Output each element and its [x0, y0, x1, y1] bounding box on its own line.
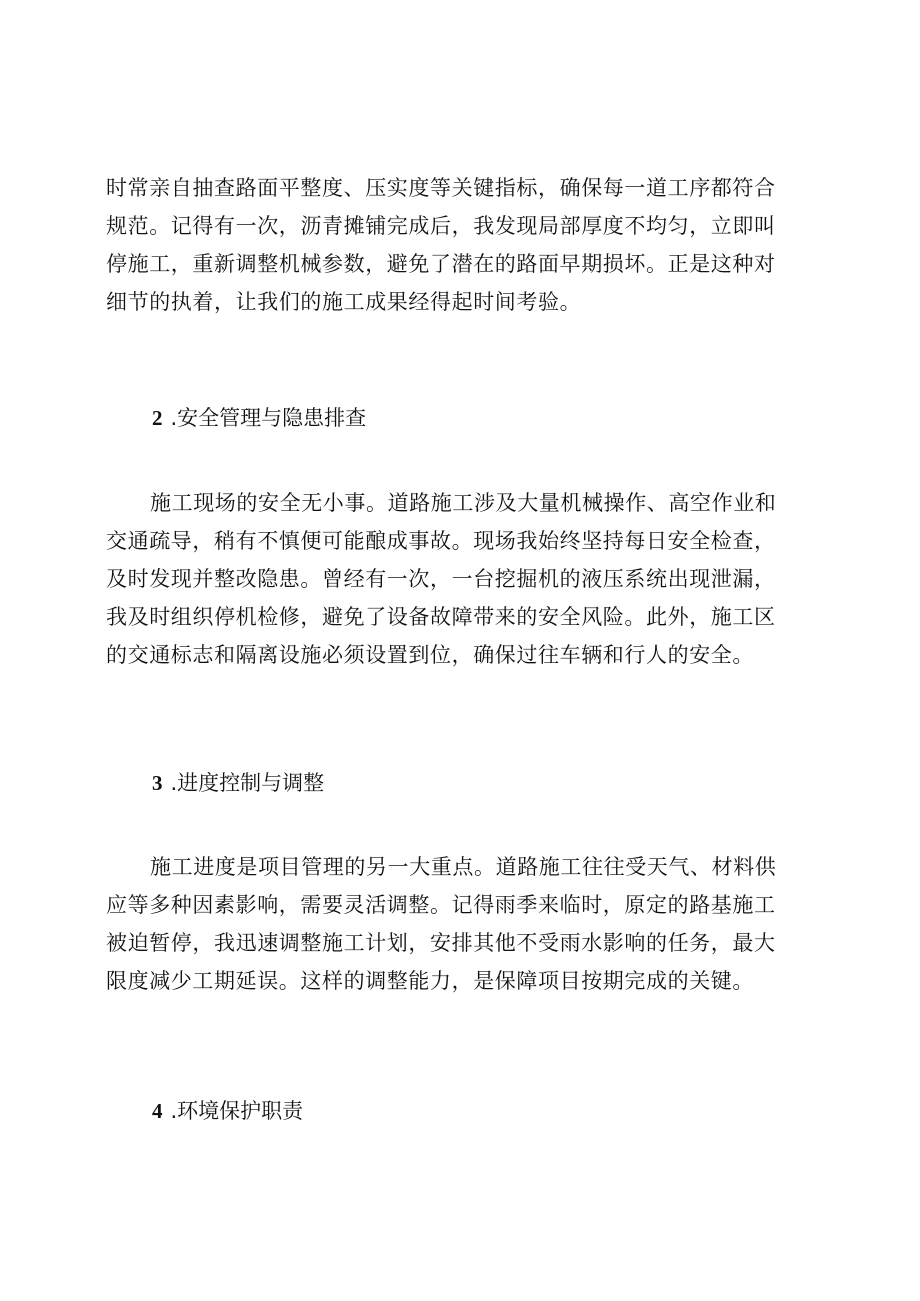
paragraph-line: 应等多种因素影响，需要灵活调整。记得雨季来临时，原定的路基施工 — [106, 893, 776, 917]
paragraph-quality-control — [106, 169, 824, 321]
section-heading-safety — [152, 403, 366, 433]
paragraph-line: 施工进度是项目管理的另一大重点。道路施工往往受天气、材料供 — [150, 855, 777, 879]
paragraph-line: 停施工，重新调整机械参数，避免了潜在的路面早期损坏。正是这种对 — [106, 252, 776, 276]
section-heading-progress — [152, 768, 324, 798]
section-number: 3 — [152, 771, 163, 795]
section-heading-environment — [152, 1096, 303, 1126]
paragraph-line: 的交通标志和隔离设施必须设置到位，确保过往车辆和行人的安全。 — [106, 643, 754, 667]
section-title: .进度控制与调整 — [170, 771, 325, 795]
paragraph-line: 及时发现并整改隐患。曾经有一次，一台挖掘机的液压系统出现泄漏， — [106, 567, 776, 591]
paragraph-line: 施工现场的安全无小事。道路施工涉及大量机械操作、高空作业和 — [150, 491, 777, 515]
section-number: 4 — [152, 1099, 163, 1123]
section-title: .环境保护职责 — [170, 1099, 304, 1123]
paragraph-line: 交通疏导，稍有不慎便可能酿成事故。现场我始终坚持每日安全检查， — [106, 529, 776, 553]
paragraph-line: 时常亲自抽查路面平整度、压实度等关键指标，确保每一道工序都符合 — [106, 176, 776, 200]
paragraph-line: 限度减少工期延误。这样的调整能力，是保障项目按期完成的关键。 — [106, 969, 754, 993]
paragraph-safety — [106, 484, 824, 674]
section-number: 2 — [152, 406, 163, 430]
paragraph-line: 细节的执着，让我们的施工成果经得起时间考验。 — [106, 290, 582, 314]
paragraph-line: 我及时组织停机检修，避免了设备故障带来的安全风险。此外，施工区 — [106, 605, 776, 629]
paragraph-line: 被迫暂停，我迅速调整施工计划，安排其他不受雨水影响的任务，最大 — [106, 931, 776, 955]
section-title: .安全管理与隐患排查 — [170, 406, 367, 430]
paragraph-progress — [106, 848, 824, 1000]
paragraph-line: 规范。记得有一次，沥青摊铺完成后，我发现局部厚度不均匀，立即叫 — [106, 214, 776, 238]
